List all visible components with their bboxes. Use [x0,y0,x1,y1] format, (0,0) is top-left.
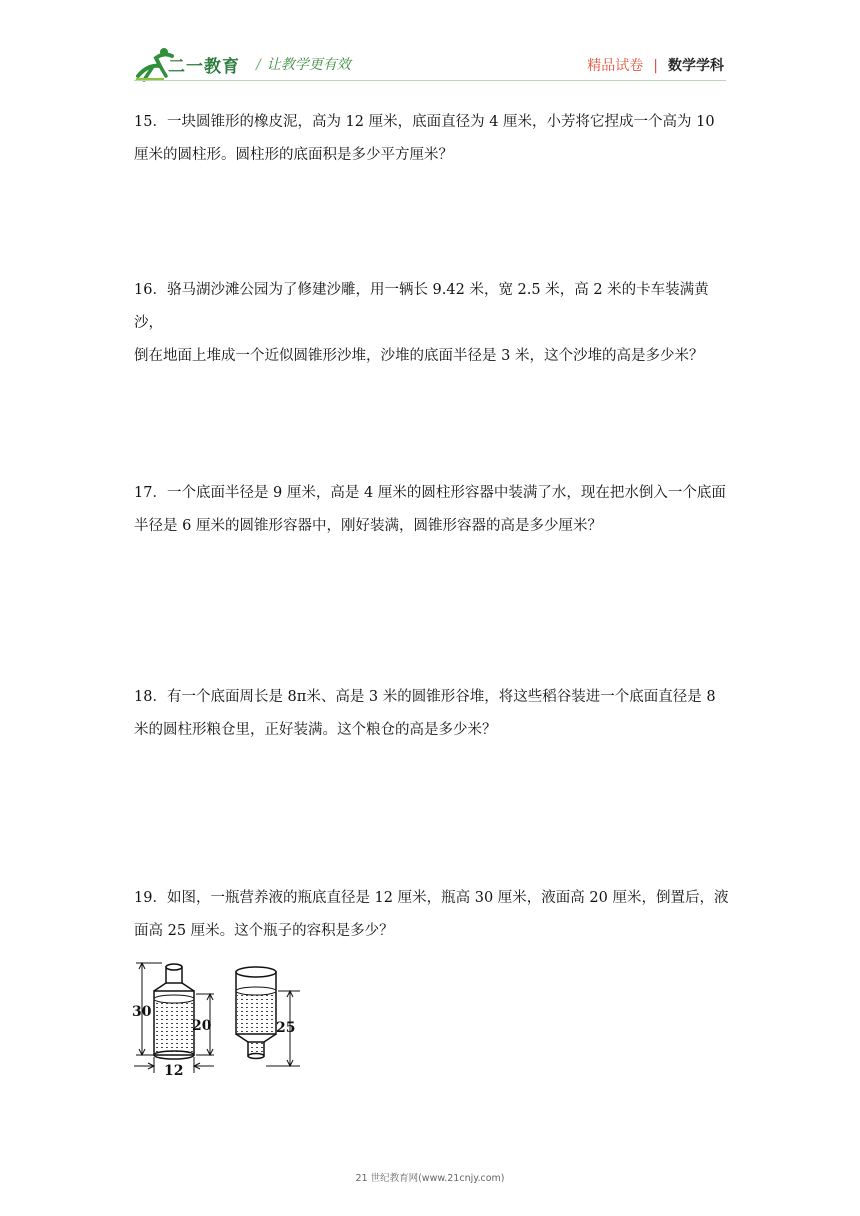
header-tags [587,55,724,75]
question-text-line: 米的圆柱形粮仓里，正好装满。这个粮仓的高是多少米？ [134,722,497,738]
logo-text: 二一教育 [168,57,240,77]
header-divider [134,80,726,81]
question-text-line: 倒在地面上堆成一个近似圆锥形沙堆，沙堆的底面半径是 3 米，这个沙堆的高是多少米？ [134,348,704,364]
page-header [0,0,860,100]
slogan: / 让教学更有效 [256,57,351,73]
label-liquid-inverted: 25 [276,1020,296,1036]
label-bottle-height: 30 [132,1004,152,1020]
question-18 [134,681,734,747]
page-footer: 21 世纪教育网(www.21cnjy.com) [355,1173,505,1184]
tag-separator: | [653,58,658,74]
question-text-line: 15．一块圆锥形的橡皮泥，高为 12 厘米，底面直径为 4 厘米，小芳将它捏成一个高为 10 [134,114,715,130]
question-text-line: 17．一个底面半径是 9 厘米，高是 4 厘米的圆柱形容器中装满了水，现在把水倒入一个底面 [134,485,726,501]
question-text-line: 18．有一个底面周长是 8π米、高是 3 米的圆锥形谷堆，将这些稻谷装进一个底面直径是 8 [134,689,716,705]
question-text-line: 19．如图，一瓶营养液的瓶底直径是 12 厘米，瓶高 30 厘米，液面高 20 厘米，倒置后，液 [134,890,729,906]
question-text-line: 面高 25 厘米。这个瓶子的容积是多少？ [134,923,394,939]
question-text-line: 16．骆马湖沙滩公园为了修建沙雕，用一辆长 9.42 米，宽 2.5 米，高 2 米的卡车装满黄沙， [134,282,709,331]
tag-subject: 数学学科 [668,58,724,74]
question-19 [134,882,734,948]
bottle-figure [130,958,310,1078]
label-bottle-diameter: 12 [164,1063,184,1078]
tag-premium: 精品试卷 [587,58,644,74]
question-16 [134,274,734,373]
question-15 [134,106,734,172]
question-text-line: 半径是 6 厘米的圆锥形容器中，刚好装满，圆锥形容器的高是多少厘米？ [134,518,602,534]
inverted-bottle [236,967,300,1066]
label-liquid-upright: 20 [192,1018,212,1034]
question-text-line: 厘米的圆柱形。圆柱形的底面积是多少平方厘米？ [134,147,453,163]
slogan-text: 让教学更有效 [266,57,351,73]
question-17 [134,477,734,543]
